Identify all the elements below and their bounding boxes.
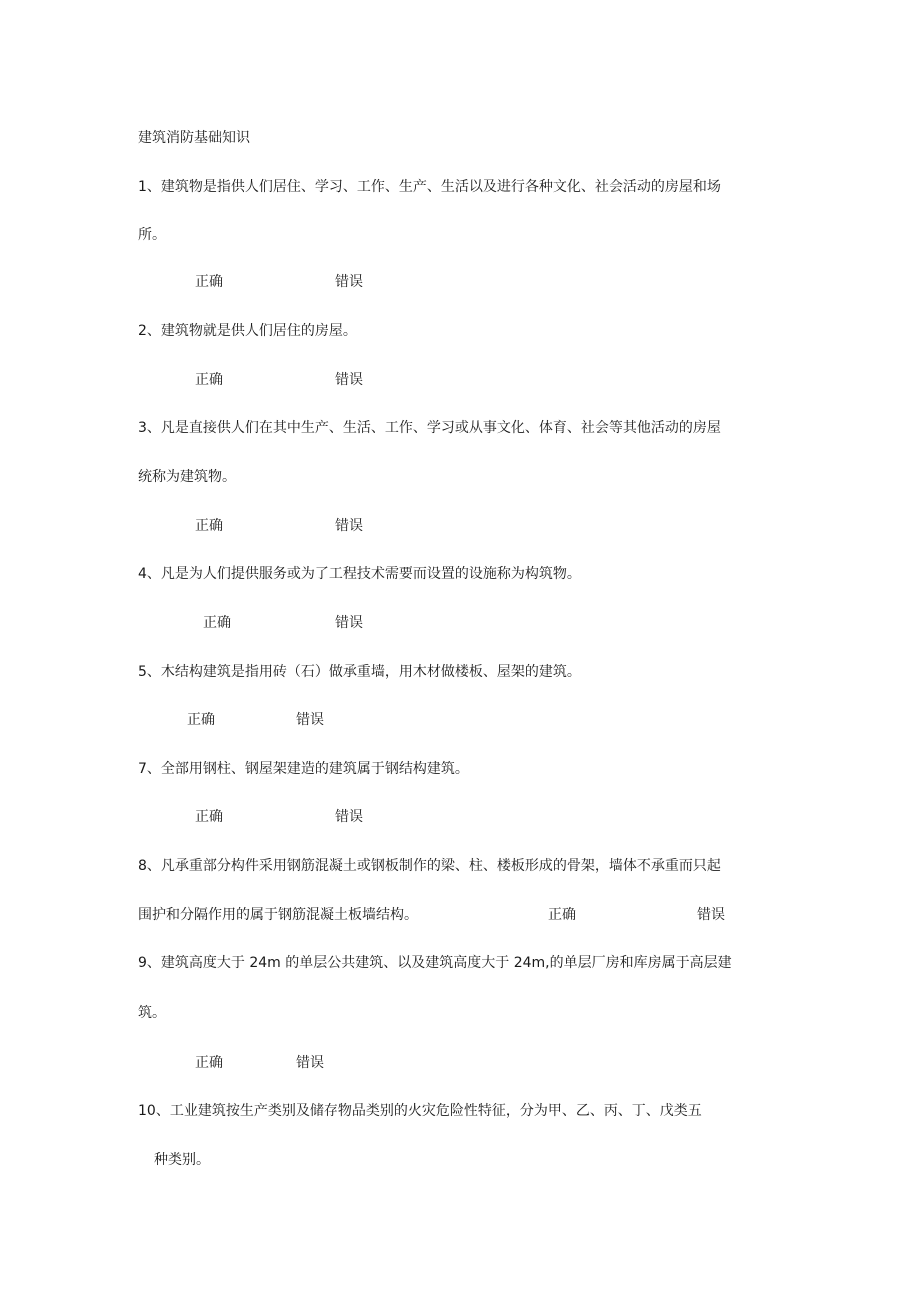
question-9-line-2: 筑。	[138, 1005, 166, 1021]
question-4-line-1: 4、凡是为人们提供服务或为了工程技术需要而设置的设施称为构筑物。	[138, 566, 581, 582]
question-9-option-correct: 正确	[195, 1055, 223, 1071]
question-3-line-1: 3、凡是直接供人们在其中生产、生活、工作、学习或从事文化、体育、社会等其他活动的房屋	[138, 420, 721, 436]
question-5-option-correct: 正确	[187, 712, 215, 728]
question-1-option-correct: 正确	[195, 274, 223, 290]
document-title: 建筑消防基础知识	[138, 130, 250, 146]
question-9-line-1: 9、建筑高度大于 24m 的单层公共建筑、以及建筑高度大于 24m,的单层厂房和库房属于高层建	[138, 955, 732, 971]
question-3-option-wrong: 错误	[335, 518, 363, 534]
question-4-option-wrong: 错误	[335, 615, 363, 631]
question-1-line-2: 所。	[138, 227, 166, 243]
question-7-option-wrong: 错误	[335, 809, 363, 825]
question-7-line-1: 7、全部用钢柱、钢屋架建造的建筑属于钢结构建筑。	[138, 761, 469, 777]
question-8-line-2: 围护和分隔作用的属于钢筋混凝土板墙结构。	[138, 907, 418, 923]
question-1-line-1: 1、建筑物是指供人们居住、学习、工作、生产、生活以及进行各种文化、社会活动的房屋和场	[138, 179, 721, 195]
question-3-option-correct: 正确	[195, 518, 223, 534]
question-5-option-wrong: 错误	[296, 712, 324, 728]
question-8-option-wrong: 错误	[697, 907, 725, 923]
question-7-option-correct: 正确	[195, 809, 223, 825]
question-8-option-correct: 正确	[548, 907, 576, 923]
question-2-option-correct: 正确	[195, 372, 223, 388]
question-8-line-1: 8、凡承重部分构件采用钢筋混凝土或钢板制作的梁、柱、楼板形成的骨架，墙体不承重而只起	[138, 858, 721, 874]
question-4-option-correct: 正确	[203, 615, 231, 631]
question-10-line-1: 10、工业建筑按生产类别及储存物品类别的火灾危险性特征，分为甲、乙、丙、丁、戊类五	[138, 1103, 702, 1119]
question-2-line-1: 2、建筑物就是供人们居住的房屋。	[138, 323, 357, 339]
question-9-option-wrong: 错误	[296, 1055, 324, 1071]
question-5-line-1: 5、木结构建筑是指用砖（石）做承重墙，用木材做楼板、屋架的建筑。	[138, 664, 581, 680]
question-10-line-2: 种类别。	[154, 1152, 210, 1168]
question-3-line-2: 统称为建筑物。	[138, 469, 236, 485]
question-1-option-wrong: 错误	[335, 274, 363, 290]
question-2-option-wrong: 错误	[335, 372, 363, 388]
